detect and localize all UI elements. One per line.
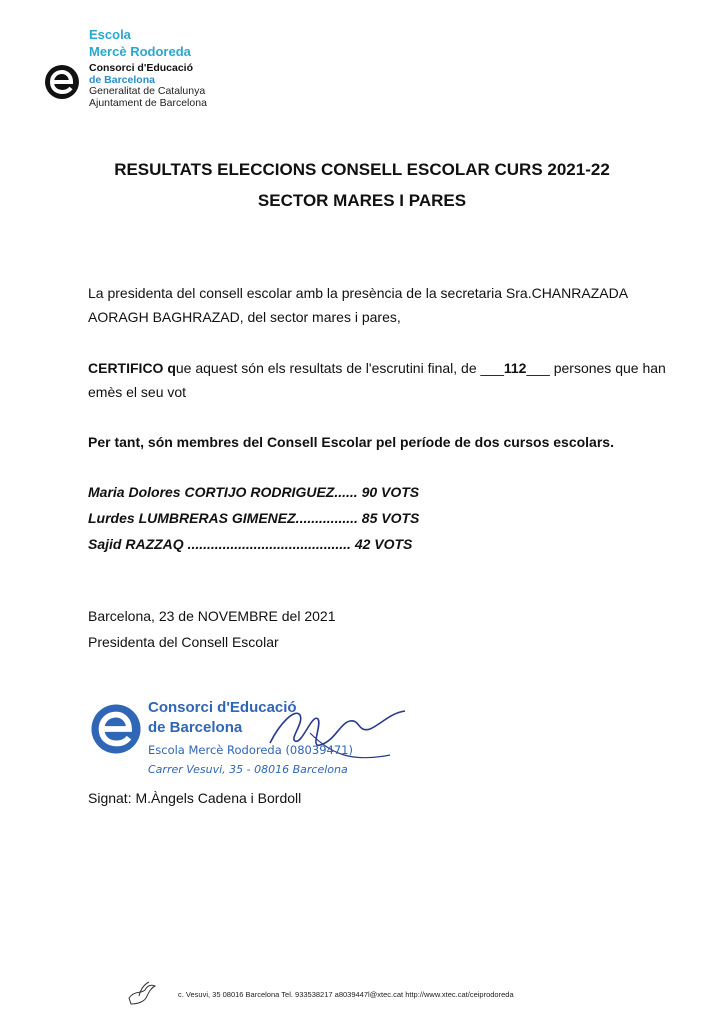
result-line: Lurdes LUMBRERAS GIMENEZ................ 85 VOTS xyxy=(88,510,420,526)
stamp-line2: de Barcelona xyxy=(148,719,243,736)
school-name xyxy=(89,26,191,60)
voter-count: 112 xyxy=(503,360,527,376)
consorci-block xyxy=(89,63,207,109)
certifico-text2: ___ persones que han emès el seu vot xyxy=(88,360,666,400)
official-stamp xyxy=(90,693,370,783)
role-line: Presidenta del Consell Escolar xyxy=(88,634,279,650)
consorci-line1: Consorci d'Educació xyxy=(89,62,194,74)
footer-contact: c. Vesuvi, 35 08016 Barcelona Tel. 933538217 a8039447l@xtec.cat http://www.xtec.cat/ceiprodoreda xyxy=(178,990,514,999)
date-line: Barcelona, 23 de NOVEMBRE del 2021 xyxy=(88,608,336,624)
stamp-logo-icon xyxy=(90,703,142,755)
consorci-line2: de Barcelona xyxy=(89,73,155,86)
school-name-line1: Escola xyxy=(89,27,131,42)
certifico-text1: ue aquest són els resultats de l'escrutini final, de ___ xyxy=(175,360,504,376)
stamp-line1: Consorci d'Educació xyxy=(148,699,297,716)
document-title-line1: RESULTATS ELECCIONS CONSELL ESCOLAR CURS 2021-22 xyxy=(114,160,610,179)
document-title-line2: SECTOR MARES I PARES xyxy=(257,191,467,210)
stamp-line4: Carrer Vesuvi, 35 - 08016 Barcelona xyxy=(148,763,348,776)
intro-paragraph: La presidenta del consell escolar amb la presència de la secretaria Sra.CHANRAZADA AORAGH BAGHRAZAD, del sector mares i pares, xyxy=(88,285,628,325)
school-name-line2: Mercè Rodoreda xyxy=(89,44,191,59)
signed-by: Signat: M.Àngels Cadena i Bordoll xyxy=(88,790,302,806)
consorci-line4: Ajuntament de Barcelona xyxy=(89,96,207,109)
consorci-logo-icon xyxy=(44,64,80,100)
result-line: Maria Dolores CORTIJO RODRIGUEZ...... 90 VOTS xyxy=(88,484,420,500)
certifico-bold: CERTIFICO q xyxy=(88,360,176,376)
result-line: Sajid RAZZAQ .......................................... 42 VOTS xyxy=(88,536,413,552)
dove-icon xyxy=(125,980,161,1008)
certifico-paragraph xyxy=(88,356,668,404)
handwritten-signature xyxy=(240,693,420,773)
stamp-line3: Escola Mercè Rodoreda (08039471) xyxy=(148,743,353,757)
conclusion-paragraph: Per tant, són membres del Consell Escolar pel període de dos cursos escolars. xyxy=(88,434,614,450)
consorci-line3: Generalitat de Catalunya xyxy=(89,85,206,97)
